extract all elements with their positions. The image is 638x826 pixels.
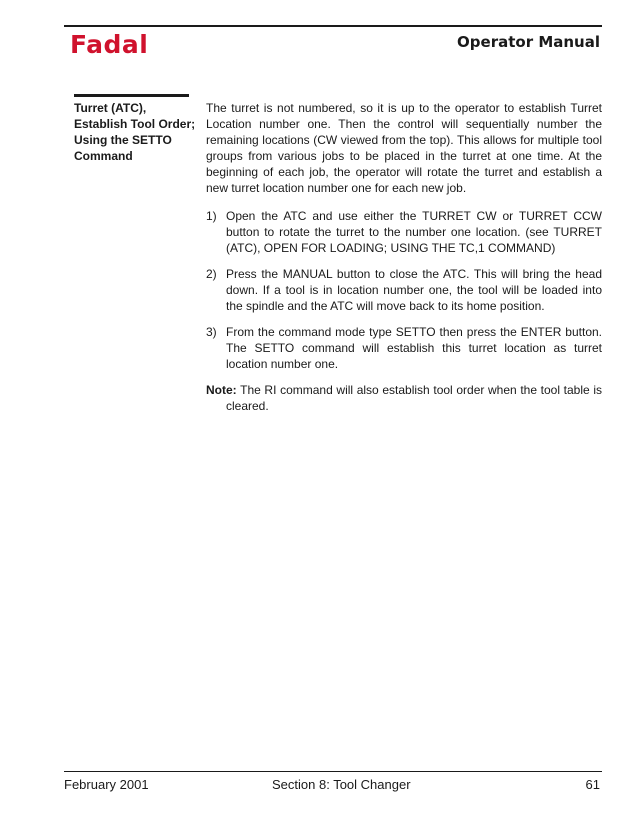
- main-content: [206, 100, 602, 414]
- note-text: The RI command will also establish tool order when the tool table is cleared.: [226, 383, 602, 413]
- footer-rule: [64, 771, 602, 772]
- page-number: 61: [585, 777, 600, 792]
- step-number: 3): [206, 325, 217, 339]
- header-rule: [64, 25, 602, 27]
- note-paragraph: [206, 382, 602, 414]
- step-text: Press the MANUAL button to close the ATC. This will bring the head down. If a tool is in location number one, the tool will be loaded into the spindle and the ATC will move back to its home position.: [226, 267, 602, 313]
- footer-section: Section 8: Tool Changer: [272, 777, 411, 792]
- note-label: Note:: [206, 383, 237, 397]
- procedure-steps: [206, 208, 602, 372]
- step-number: 1): [206, 209, 217, 223]
- step-text: Open the ATC and use either the TURRET CW or TURRET CCW button to rotate the turret to the number one location. (see TURRET (ATC), OPEN FOR LOADING; USING THE TC,1 COMMAND): [226, 209, 602, 255]
- section-heading: [74, 100, 199, 164]
- footer-date: February 2001: [64, 777, 149, 792]
- section-heading-line: Turret (ATC),: [74, 101, 147, 115]
- step-number: 2): [206, 267, 217, 281]
- step-text: From the command mode type SETTO then press the ENTER button. The SETTO command will establish this turret location as turret location number one.: [226, 325, 602, 371]
- sidebar-rule: [74, 94, 189, 97]
- procedure-step: [206, 324, 602, 372]
- section-heading-line: Command: [74, 149, 133, 163]
- procedure-step: [206, 208, 602, 256]
- intro-paragraph: The turret is not numbered, so it is up to the operator to establish Turret Location number one. Then the control will sequentially number the remaining locations (CW viewed from the top). This allows for multiple tool groups from various jobs to be placed in the turret at one time. At the beginning of each job, the operator will rotate the turret and establish a new turret location number one for each new job.: [206, 101, 602, 195]
- procedure-step: [206, 266, 602, 314]
- fadal-logo: Fadal: [70, 30, 149, 59]
- section-heading-line: Establish Tool Order;: [74, 117, 196, 131]
- manual-title: Operator Manual: [457, 33, 600, 51]
- section-heading-line: Using the SETTO: [74, 133, 172, 147]
